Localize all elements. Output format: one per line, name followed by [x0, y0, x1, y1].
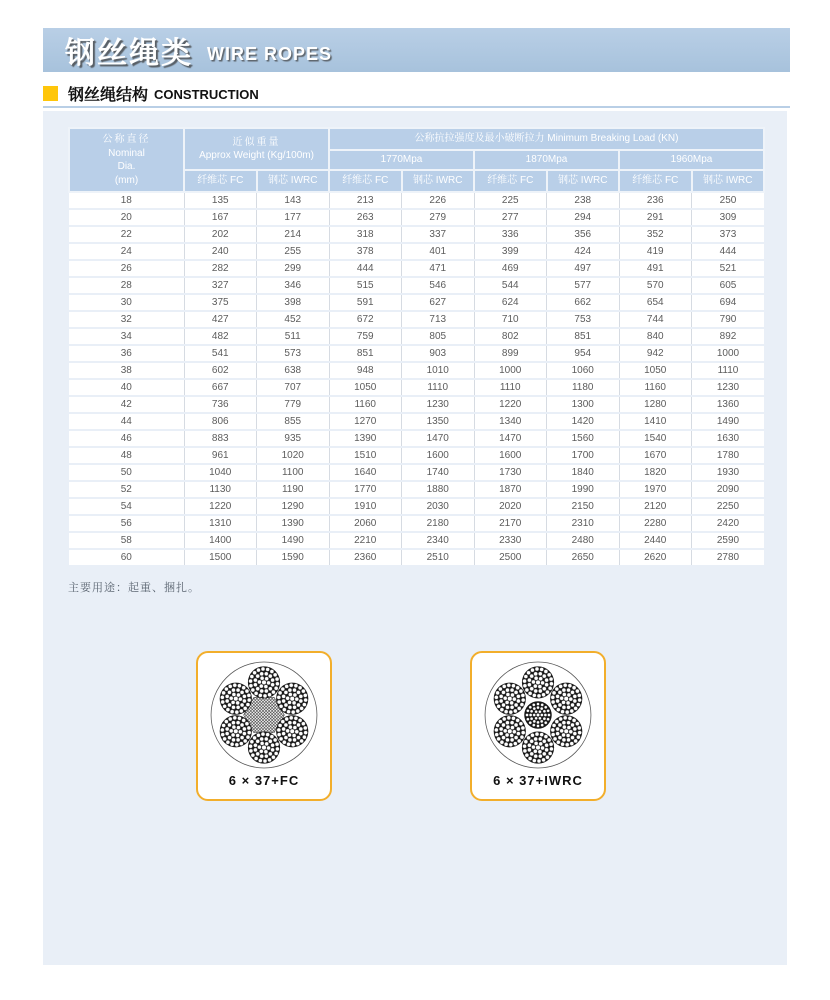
- value-cell: 1820: [619, 464, 692, 481]
- value-cell: 469: [474, 260, 547, 277]
- value-cell: 2150: [547, 498, 620, 515]
- dia-cell: 18: [69, 192, 184, 209]
- value-cell: 143: [257, 192, 330, 209]
- value-cell: 2310: [547, 515, 620, 532]
- core-header-fc: 纤维芯 FC: [184, 170, 257, 192]
- value-cell: 2090: [692, 481, 765, 498]
- value-cell: 318: [329, 226, 402, 243]
- value-cell: 309: [692, 209, 765, 226]
- dia-cell: 48: [69, 447, 184, 464]
- value-cell: 1700: [547, 447, 620, 464]
- approx-weight-zh: 近似重量: [232, 136, 281, 148]
- value-cell: 1630: [692, 430, 765, 447]
- table-row: [69, 549, 764, 566]
- core-header-fc: 纤维芯 FC: [474, 170, 547, 192]
- yellow-square-bullet-icon: [43, 86, 58, 101]
- grade-header-1960: 1960Mpa: [619, 150, 764, 170]
- value-cell: 1870: [474, 481, 547, 498]
- value-cell: 202: [184, 226, 257, 243]
- core-header-fc: 纤维芯 FC: [329, 170, 402, 192]
- value-cell: 672: [329, 311, 402, 328]
- value-cell: 1050: [329, 379, 402, 396]
- dia-cell: 40: [69, 379, 184, 396]
- dia-cell: 26: [69, 260, 184, 277]
- value-cell: 291: [619, 209, 692, 226]
- value-cell: 444: [692, 243, 765, 260]
- diagram-card-fc: [196, 651, 332, 801]
- value-cell: 892: [692, 328, 765, 345]
- value-cell: 1220: [184, 498, 257, 515]
- value-cell: 1490: [257, 532, 330, 549]
- value-cell: 570: [619, 277, 692, 294]
- table-row: [69, 464, 764, 481]
- value-cell: 851: [329, 345, 402, 362]
- diagram-label-fc: 6 × 37+FC: [228, 773, 300, 788]
- value-cell: 225: [474, 192, 547, 209]
- table-row: [69, 396, 764, 413]
- value-cell: 2170: [474, 515, 547, 532]
- value-cell: 511: [257, 328, 330, 345]
- table-row: [69, 447, 764, 464]
- dia-cell: 24: [69, 243, 184, 260]
- col-header-breaking-load: 公称抗拉强度及最小破断拉力 Minimum Breaking Load (KN): [329, 128, 764, 150]
- value-cell: 624: [474, 294, 547, 311]
- value-cell: 790: [692, 311, 765, 328]
- value-cell: 577: [547, 277, 620, 294]
- dia-cell: 52: [69, 481, 184, 498]
- value-cell: 444: [329, 260, 402, 277]
- table-header: [69, 128, 764, 192]
- value-cell: 482: [184, 328, 257, 345]
- table-row: [69, 532, 764, 549]
- value-cell: 282: [184, 260, 257, 277]
- value-cell: 299: [257, 260, 330, 277]
- wire-rope-spec-table: [68, 127, 765, 567]
- page-banner: [43, 28, 790, 72]
- value-cell: 255: [257, 243, 330, 260]
- grade-header-1870: 1870Mpa: [474, 150, 619, 170]
- value-cell: 401: [402, 243, 475, 260]
- value-cell: 1600: [402, 447, 475, 464]
- value-cell: 899: [474, 345, 547, 362]
- value-cell: 1730: [474, 464, 547, 481]
- table-row: [69, 362, 764, 379]
- dia-cell: 28: [69, 277, 184, 294]
- dia-cell: 36: [69, 345, 184, 362]
- usage-note: 主要用途：起重、捆扎。: [68, 582, 200, 594]
- value-cell: 883: [184, 430, 257, 447]
- value-cell: 1000: [474, 362, 547, 379]
- table-row: [69, 379, 764, 396]
- dia-cell: 20: [69, 209, 184, 226]
- value-cell: 1640: [329, 464, 402, 481]
- value-cell: 399: [474, 243, 547, 260]
- value-cell: 713: [402, 311, 475, 328]
- value-cell: 337: [402, 226, 475, 243]
- value-cell: 1930: [692, 464, 765, 481]
- value-cell: 805: [402, 328, 475, 345]
- value-cell: 1590: [257, 549, 330, 566]
- table-row: [69, 311, 764, 328]
- value-cell: 1540: [619, 430, 692, 447]
- value-cell: 638: [257, 362, 330, 379]
- value-cell: 1160: [619, 379, 692, 396]
- value-cell: 627: [402, 294, 475, 311]
- value-cell: 954: [547, 345, 620, 362]
- table-row: [69, 413, 764, 430]
- value-cell: 2210: [329, 532, 402, 549]
- value-cell: 2440: [619, 532, 692, 549]
- value-cell: 1270: [329, 413, 402, 430]
- value-cell: 2030: [402, 498, 475, 515]
- value-cell: 961: [184, 447, 257, 464]
- value-cell: 497: [547, 260, 620, 277]
- table-row: [69, 294, 764, 311]
- value-cell: 1910: [329, 498, 402, 515]
- value-cell: 419: [619, 243, 692, 260]
- value-cell: 546: [402, 277, 475, 294]
- section-heading: [43, 82, 259, 105]
- value-cell: 759: [329, 328, 402, 345]
- value-cell: 806: [184, 413, 257, 430]
- value-cell: 238: [547, 192, 620, 209]
- core-header-iwrc: 钢芯 IWRC: [547, 170, 620, 192]
- value-cell: 2590: [692, 532, 765, 549]
- value-cell: 356: [547, 226, 620, 243]
- value-cell: 753: [547, 311, 620, 328]
- value-cell: 1340: [474, 413, 547, 430]
- dia-cell: 60: [69, 549, 184, 566]
- nominal-dia-en1: Nominal: [108, 147, 145, 159]
- value-cell: 1400: [184, 532, 257, 549]
- content-panel: [43, 111, 787, 965]
- value-cell: 707: [257, 379, 330, 396]
- value-cell: 1280: [619, 396, 692, 413]
- value-cell: 935: [257, 430, 330, 447]
- value-cell: 544: [474, 277, 547, 294]
- value-cell: 1220: [474, 396, 547, 413]
- value-cell: 1310: [184, 515, 257, 532]
- value-cell: 2620: [619, 549, 692, 566]
- rope-cross-section-iwrc-diagram: [482, 659, 594, 771]
- dia-cell: 58: [69, 532, 184, 549]
- value-cell: 602: [184, 362, 257, 379]
- dia-cell: 54: [69, 498, 184, 515]
- value-cell: 779: [257, 396, 330, 413]
- value-cell: 1410: [619, 413, 692, 430]
- value-cell: 521: [692, 260, 765, 277]
- value-cell: 1180: [547, 379, 620, 396]
- dia-cell: 22: [69, 226, 184, 243]
- table-row: [69, 260, 764, 277]
- dia-cell: 38: [69, 362, 184, 379]
- value-cell: 1420: [547, 413, 620, 430]
- value-cell: 948: [329, 362, 402, 379]
- value-cell: 573: [257, 345, 330, 362]
- value-cell: 2510: [402, 549, 475, 566]
- value-cell: 2480: [547, 532, 620, 549]
- value-cell: 294: [547, 209, 620, 226]
- value-cell: 167: [184, 209, 257, 226]
- value-cell: 942: [619, 345, 692, 362]
- dia-cell: 30: [69, 294, 184, 311]
- value-cell: 1100: [257, 464, 330, 481]
- value-cell: 1360: [692, 396, 765, 413]
- diagram-label-iwrc: 6 × 37+IWRC: [493, 773, 583, 788]
- value-cell: 851: [547, 328, 620, 345]
- value-cell: 398: [257, 294, 330, 311]
- value-cell: 1780: [692, 447, 765, 464]
- value-cell: 1350: [402, 413, 475, 430]
- section-title-en: CONSTRUCTION: [154, 87, 259, 102]
- value-cell: 1110: [402, 379, 475, 396]
- dia-cell: 32: [69, 311, 184, 328]
- value-cell: 2650: [547, 549, 620, 566]
- value-cell: 346: [257, 277, 330, 294]
- value-cell: 236: [619, 192, 692, 209]
- dia-cell: 56: [69, 515, 184, 532]
- value-cell: 352: [619, 226, 692, 243]
- value-cell: 1390: [329, 430, 402, 447]
- value-cell: 375: [184, 294, 257, 311]
- value-cell: 2500: [474, 549, 547, 566]
- value-cell: 263: [329, 209, 402, 226]
- value-cell: 250: [692, 192, 765, 209]
- value-cell: 279: [402, 209, 475, 226]
- core-header-iwrc: 钢芯 IWRC: [402, 170, 475, 192]
- value-cell: 515: [329, 277, 402, 294]
- value-cell: 373: [692, 226, 765, 243]
- value-cell: 427: [184, 311, 257, 328]
- value-cell: 1230: [692, 379, 765, 396]
- value-cell: 226: [402, 192, 475, 209]
- core-header-fc: 纤维芯 FC: [619, 170, 692, 192]
- value-cell: 336: [474, 226, 547, 243]
- value-cell: 213: [329, 192, 402, 209]
- value-cell: 2330: [474, 532, 547, 549]
- value-cell: 1670: [619, 447, 692, 464]
- value-cell: 2120: [619, 498, 692, 515]
- value-cell: 1000: [692, 345, 765, 362]
- value-cell: 855: [257, 413, 330, 430]
- table-row: [69, 209, 764, 226]
- nominal-dia-zh: 公称直径: [102, 134, 151, 145]
- core-header-iwrc: 钢芯 IWRC: [257, 170, 330, 192]
- table-row: [69, 498, 764, 515]
- value-cell: 2420: [692, 515, 765, 532]
- value-cell: 277: [474, 209, 547, 226]
- table-row: [69, 430, 764, 447]
- value-cell: 135: [184, 192, 257, 209]
- value-cell: 378: [329, 243, 402, 260]
- value-cell: 2180: [402, 515, 475, 532]
- value-cell: 1840: [547, 464, 620, 481]
- value-cell: 1560: [547, 430, 620, 447]
- nominal-dia-en2: Dia.: [117, 161, 136, 172]
- dia-cell: 44: [69, 413, 184, 430]
- value-cell: 240: [184, 243, 257, 260]
- value-cell: 327: [184, 277, 257, 294]
- value-cell: 744: [619, 311, 692, 328]
- col-header-nominal-dia: [69, 128, 184, 192]
- value-cell: 1770: [329, 481, 402, 498]
- value-cell: 424: [547, 243, 620, 260]
- value-cell: 1040: [184, 464, 257, 481]
- value-cell: 1470: [474, 430, 547, 447]
- value-cell: 471: [402, 260, 475, 277]
- value-cell: 177: [257, 209, 330, 226]
- section-title-zh: 钢丝绳结构: [68, 87, 149, 104]
- value-cell: 694: [692, 294, 765, 311]
- value-cell: 1110: [474, 379, 547, 396]
- value-cell: 2340: [402, 532, 475, 549]
- value-cell: 1050: [619, 362, 692, 379]
- dia-cell: 50: [69, 464, 184, 481]
- value-cell: 214: [257, 226, 330, 243]
- dia-cell: 46: [69, 430, 184, 447]
- page-title-zh: 钢丝绳类: [65, 37, 193, 70]
- value-cell: 1130: [184, 481, 257, 498]
- table-body: [69, 192, 764, 566]
- nominal-dia-en3: (mm): [114, 174, 139, 186]
- value-cell: 1390: [257, 515, 330, 532]
- value-cell: 2060: [329, 515, 402, 532]
- table-row: [69, 515, 764, 532]
- value-cell: 1740: [402, 464, 475, 481]
- table-row: [69, 277, 764, 294]
- value-cell: 1160: [329, 396, 402, 413]
- value-cell: 591: [329, 294, 402, 311]
- table-row: [69, 328, 764, 345]
- table-row: [69, 481, 764, 498]
- value-cell: 1110: [692, 362, 765, 379]
- value-cell: 1010: [402, 362, 475, 379]
- page-title-en: WIRE ROPES: [207, 43, 333, 64]
- value-cell: 840: [619, 328, 692, 345]
- value-cell: 1970: [619, 481, 692, 498]
- value-cell: 541: [184, 345, 257, 362]
- value-cell: 802: [474, 328, 547, 345]
- value-cell: 2020: [474, 498, 547, 515]
- grade-header-1770: 1770Mpa: [329, 150, 474, 170]
- dia-cell: 34: [69, 328, 184, 345]
- value-cell: 1230: [402, 396, 475, 413]
- value-cell: 1020: [257, 447, 330, 464]
- value-cell: 1300: [547, 396, 620, 413]
- section-divider: [43, 106, 790, 108]
- table-row: [69, 226, 764, 243]
- value-cell: 1990: [547, 481, 620, 498]
- value-cell: 1470: [402, 430, 475, 447]
- table-row: [69, 345, 764, 362]
- value-cell: 710: [474, 311, 547, 328]
- value-cell: 1490: [692, 413, 765, 430]
- value-cell: 452: [257, 311, 330, 328]
- value-cell: 1880: [402, 481, 475, 498]
- value-cell: 1500: [184, 549, 257, 566]
- value-cell: 491: [619, 260, 692, 277]
- value-cell: 654: [619, 294, 692, 311]
- core-header-iwrc: 钢芯 IWRC: [692, 170, 765, 192]
- value-cell: 903: [402, 345, 475, 362]
- value-cell: 2780: [692, 549, 765, 566]
- diagram-card-iwrc: [470, 651, 606, 801]
- value-cell: 667: [184, 379, 257, 396]
- value-cell: 1060: [547, 362, 620, 379]
- value-cell: 1190: [257, 481, 330, 498]
- value-cell: 1290: [257, 498, 330, 515]
- value-cell: 1510: [329, 447, 402, 464]
- value-cell: 1600: [474, 447, 547, 464]
- col-header-approx-weight: [184, 128, 329, 170]
- dia-cell: 42: [69, 396, 184, 413]
- value-cell: 2360: [329, 549, 402, 566]
- value-cell: 736: [184, 396, 257, 413]
- value-cell: 2250: [692, 498, 765, 515]
- value-cell: 2280: [619, 515, 692, 532]
- table-row: [69, 243, 764, 260]
- value-cell: 605: [692, 277, 765, 294]
- rope-cross-section-fc-diagram: [208, 659, 320, 771]
- table-row: [69, 192, 764, 209]
- approx-weight-en: Approx Weight (Kg/100m): [199, 150, 314, 161]
- value-cell: 662: [547, 294, 620, 311]
